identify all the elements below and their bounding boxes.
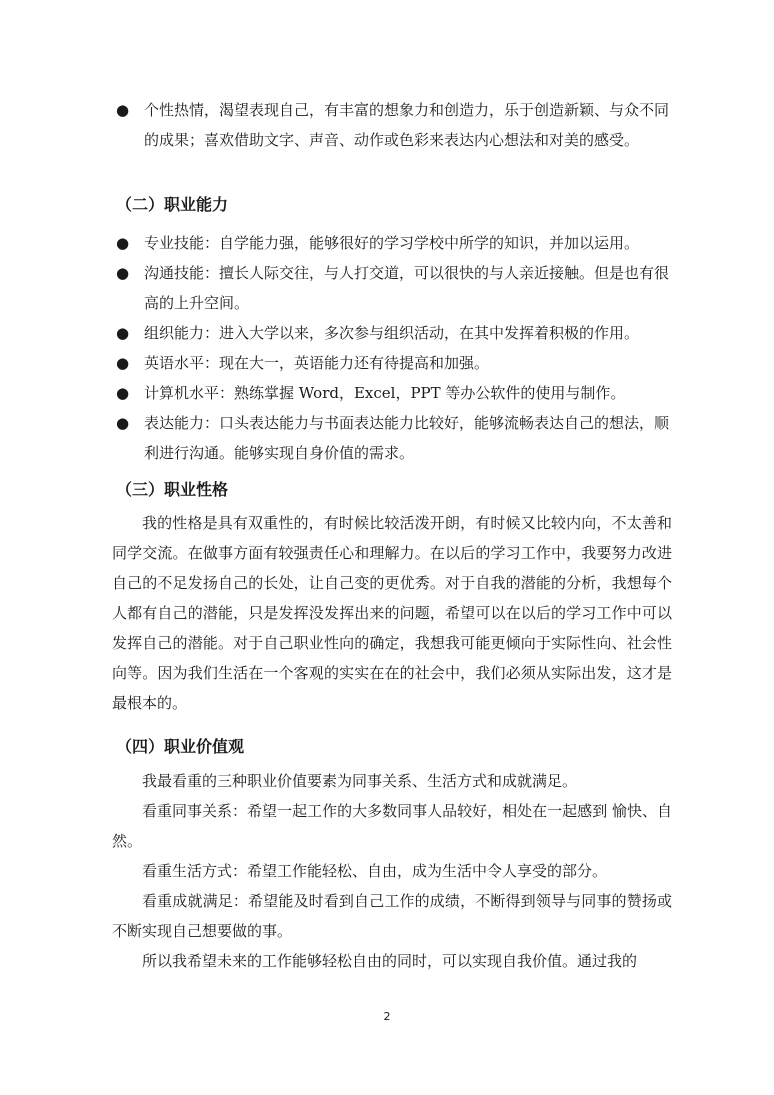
section-heading: （二）职业能力 xyxy=(116,195,229,214)
paragraph: 看重生活方式：希望工作能轻松、自由，成为生活中令人享受的部分。 xyxy=(142,862,608,880)
section-heading: （三）职业性格 xyxy=(116,480,229,499)
page-number: 2 xyxy=(383,1010,391,1023)
list-item: ● 英语水平：现在大一，英语能力还有待提高和加强。 xyxy=(112,348,672,378)
list-item: ● 组织能力：进入大学以来，多次参与组织活动，在其中发挥着积极的作用。 xyxy=(112,318,672,348)
bullet-icon: ● xyxy=(116,264,130,282)
bullet-icon: ● xyxy=(116,414,130,432)
paragraph: 我的性格是具有双重性的，有时候比较活泼开朗，有时候又比较内向，不太善和同学交流。在做事方面有较强责任心和理解力。在以后的学习工作中，我要努力改进自己的不足发扬自己的长处，让自己变的更优秀。对于自我的潜能的分析，我想每个人都有自己的潜能，只是发挥没发挥出来的问题，希望可以在以后的学习工作中可以发挥自己的潜能。对于自己职业性向的确定，我想我可能更倾向于实际性向、社会性向等。因为我们生活在一个客观的实实在在的社会中，我们必须从实际出发，这才是最根本的。 xyxy=(112,514,672,712)
paragraph: 看重成就满足：希望能及时看到自己工作的成绩，不断得到领导与同事的赞扬或不断实现自己想要做的事。 xyxy=(112,892,672,940)
list-item: ● 专业技能：自学能力强，能够很好的学习学校中所学的知识，并加以运用。 xyxy=(112,228,672,258)
bullet-icon: ● xyxy=(116,234,130,252)
bullet-icon: ● xyxy=(116,384,130,402)
bullet-icon: ● xyxy=(116,324,130,342)
bullet-icon: ● xyxy=(116,101,130,119)
list-item: ● 个性热情，渴望表现自己，有丰富的想象力和创造力，乐于创造新颖、与众不同的成果；喜欢借助文字、声音、动作或色彩来表达内心想法和对美的感受。 xyxy=(112,95,672,155)
paragraph: 所以我希望未来的工作能够轻松自由的同时，可以实现自我价值。通过我的 xyxy=(142,952,638,970)
list-item: ● 计算机水平：熟练掌握 Word，Excel，PPT 等办公软件的使用与制作。 xyxy=(112,378,672,408)
bullet-icon: ● xyxy=(116,354,130,372)
list-item: ● 表达能力：口头表达能力与书面表达能力比较好，能够流畅表达自己的想法，顺利进行沟通。能够实现自身价值的需求。 xyxy=(112,408,672,468)
paragraph: 看重同事关系：希望一起工作的大多数同事人品较好，相处在一起感到 愉快、自然。 xyxy=(112,802,672,850)
list-item: ● 沟通技能：擅长人际交往，与人打交道，可以很快的与人亲近接触。但是也有很高的上升空间。 xyxy=(112,258,672,318)
section-heading: （四）职业价值观 xyxy=(116,737,245,756)
paragraph: 我最看重的三种职业价值要素为同事关系、生活方式和成就满足。 xyxy=(142,772,578,790)
